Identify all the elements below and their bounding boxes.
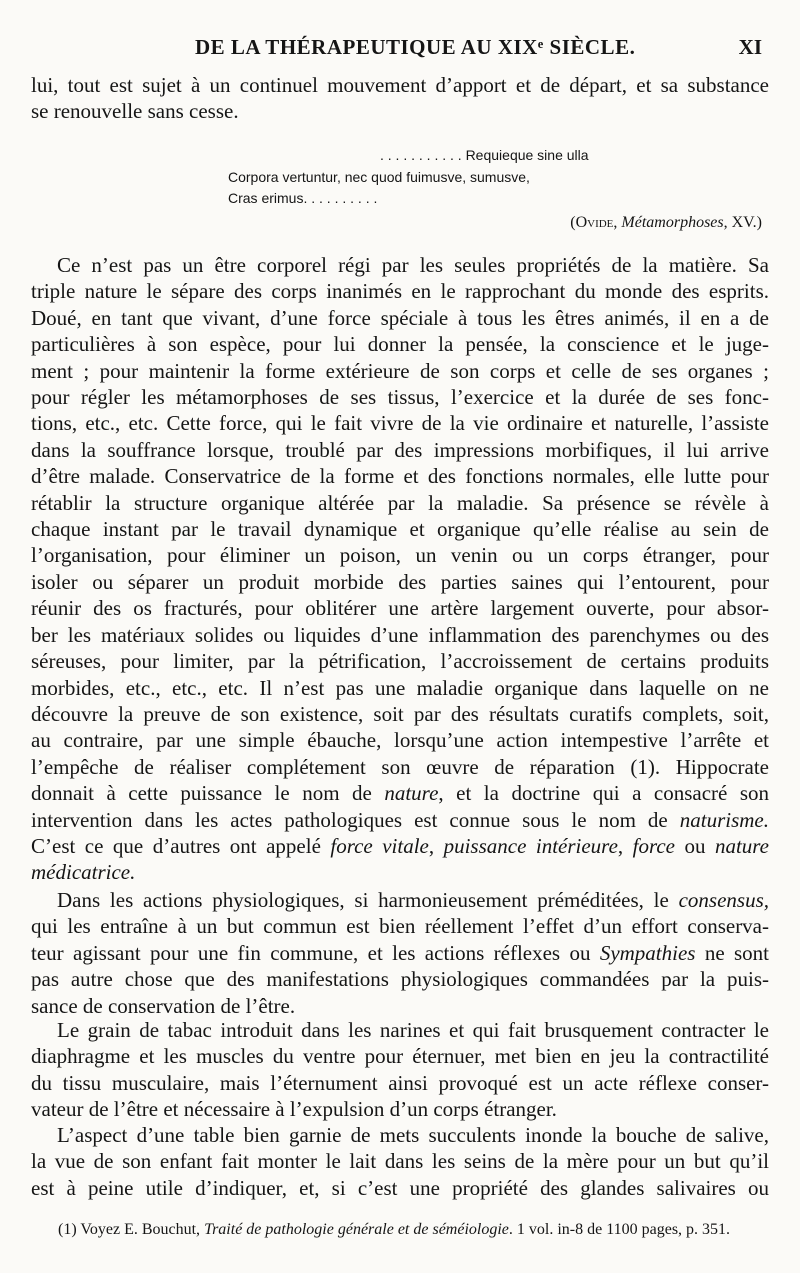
citation-work: Métamorphoses	[621, 214, 724, 231]
paragraph-1	[31, 252, 769, 886]
text-line: ment ; pour maintenir la forme extérieure de son corps et celle de ses organes ;	[31, 358, 769, 383]
text-line: du tissu musculaire, mais l’éternument ainsi provoqué est un acte réflexe conser-	[31, 1070, 769, 1095]
italic-run: consensus,	[678, 888, 769, 912]
text-line: sance de conservation de l’être.	[31, 993, 296, 1018]
italic-run: force	[632, 833, 675, 858]
citation-sep: ,	[613, 214, 622, 231]
text-line: l’organisation, pour éliminer un poison, un venin ou un corps étranger, pour	[31, 543, 769, 568]
quote-citation	[570, 214, 762, 232]
text-line	[31, 807, 769, 833]
citation-author: Ovide	[575, 214, 614, 231]
text-line: d’être malade. Conservatrice de la forme et des fonctions normales, elle lutte pour	[31, 464, 769, 489]
text-line: L’aspect d’une table bien garnie de mets succulents inonde la bouche de salive,	[57, 1123, 769, 1147]
text-line: la vue de son enfant fait monter le lait dans les seins de la mère pour un but qu’il	[31, 1149, 769, 1174]
latin-quote	[228, 145, 589, 210]
text-line: qui les entraîne à un but commun est bien réellement l’effet d’un effort conserva-	[31, 914, 769, 939]
italic-run: nature	[714, 833, 769, 858]
text-line	[31, 940, 769, 966]
text-line	[31, 833, 769, 859]
running-title: DE LA THÉRAPEUTIQUE AU XIXᵉ SIÈCLE.	[195, 35, 636, 59]
text-line: chaque instant par le travail dynamique et organique qu’elle réalise au sein de	[31, 517, 769, 542]
italic-run: médicatrice.	[31, 860, 136, 885]
text-line	[31, 859, 769, 885]
text-run: , et la doctrine qui a consacré son	[438, 781, 769, 806]
text-run: ,	[428, 833, 444, 858]
text-line: isoler ou séparer un produit morbide des parties saines qui l’entourent, pour	[31, 569, 769, 594]
italic-run: force vitale	[330, 833, 429, 858]
footnote	[58, 1221, 773, 1239]
text-run: ou	[675, 833, 715, 858]
text-line: diaphragme et les muscles du ventre pour éternuer, met bien en jeu la contractilité	[31, 1044, 769, 1069]
text-run: Dans les actions physiologiques, si harmonieusement préméditées, le	[57, 888, 679, 912]
text-line: tions, etc., etc. Cette force, qui le fait vivre de la vie ordinaire et naturelle, l’assiste	[31, 411, 769, 436]
text-line: pas autre chose que des manifestations physiologiques commandées par la puis-	[31, 967, 769, 992]
text-line: Le grain de tabac introduit dans les narines et qui fait brusquement contracter le	[57, 1018, 769, 1042]
text-run: ne sont	[695, 940, 770, 965]
citation-rest: , XV.)	[723, 214, 762, 231]
text-line: particulières à son espèce, pour lui donner la pensée, la conscience et le juge-	[31, 332, 769, 357]
text-line: l’empêche de réaliser complétement son œuvre de réparation (1). Hippocrate	[31, 754, 769, 779]
text-line: au contraire, par une simple ébauche, lorsqu’une action intempestive l’arrête et	[31, 728, 769, 753]
paragraph-4	[31, 1122, 769, 1201]
text-line: morbides, etc., etc., etc. Il n’est pas une maladie organique dans laquelle on ne	[31, 675, 769, 700]
text-line: se renouvelle sans cesse.	[31, 99, 239, 124]
italic-run: Sympathies	[599, 940, 696, 965]
text-run: ,	[617, 833, 633, 858]
citation-open: (	[570, 214, 576, 231]
quote-line: Corpora vertuntur, nec quod fuimusve, sumusve,	[228, 168, 530, 185]
text-line: ber les matériaux solides ou liquides d’une inflammation des parenchymes ou des	[31, 622, 769, 647]
quote-line: Cras erimus. . . . . . . . . .	[228, 190, 378, 206]
intro-text	[31, 72, 769, 125]
text-line: vateur de l’être et nécessaire à l’expulsion d’un corps étranger.	[31, 1097, 557, 1122]
text-line: triple nature le sépare des corps inanimés en le rapprochant du monde des esprits.	[31, 279, 769, 304]
text-run: donnait à cette puissance le nom de	[31, 781, 385, 806]
text-run: C’est ce que d’autres ont appelé	[31, 833, 331, 858]
text-run: intervention dans les actes pathologiques est connue sous le nom de	[31, 807, 680, 832]
text-line: rétablir la structure organique altérée par la maladie. Sa présence se révèle à	[31, 490, 769, 515]
text-run: . 1 vol. in-8 de 1100 pages, p. 351.	[508, 1221, 731, 1238]
text-line: séreuses, pour limiter, par la pétrification, l’accroissement de certains produits	[31, 649, 769, 674]
text-run: teur agissant pour une fin commune, et les actions réflexes ou	[31, 940, 600, 965]
text-line	[31, 780, 769, 806]
text-line: dans la souffrance lorsque, troublé par des impressions morbifiques, il lui arrive	[31, 437, 769, 462]
italic-run: naturisme.	[679, 807, 769, 832]
text-line: est à peine utile d’indiquer, et, si c’est une propriété des glandes salivaires ou	[31, 1175, 769, 1200]
text-line: pour régler les métamorphoses de ses tissus, l’exercice et la durée de ses fonc-	[31, 385, 769, 410]
text-line	[31, 887, 769, 913]
text-line: lui, tout est sujet à un continuel mouvement d’apport et de départ, et sa substance	[31, 73, 769, 97]
page-number: XI	[738, 35, 762, 59]
text-line: Doué, en tant que vivant, d’une force spéciale à tous les êtres animés, il en a de	[31, 305, 769, 330]
text-line: découvre la preuve de son existence, soit par des résultats curatifs complets, soit,	[31, 701, 769, 726]
italic-run: nature	[384, 781, 439, 806]
running-header	[0, 35, 800, 69]
text-run: (1) Voyez E. Bouchut,	[58, 1221, 205, 1238]
text-line: réunir des os fracturés, pour oblitérer une artère largement ouverte, pour absor-	[31, 596, 769, 621]
paragraph-2	[31, 887, 769, 1019]
text-line: Ce n’est pas un être corporel régi par les seules propriétés de la matière. Sa	[57, 253, 769, 277]
paragraph-3	[31, 1017, 769, 1123]
quote-line: . . . . . . . . . . . Requieque sine ulla	[380, 147, 589, 163]
italic-run: puissance intérieure	[443, 833, 618, 858]
italic-run: Traité de pathologie générale et de séméiologie	[204, 1221, 509, 1238]
